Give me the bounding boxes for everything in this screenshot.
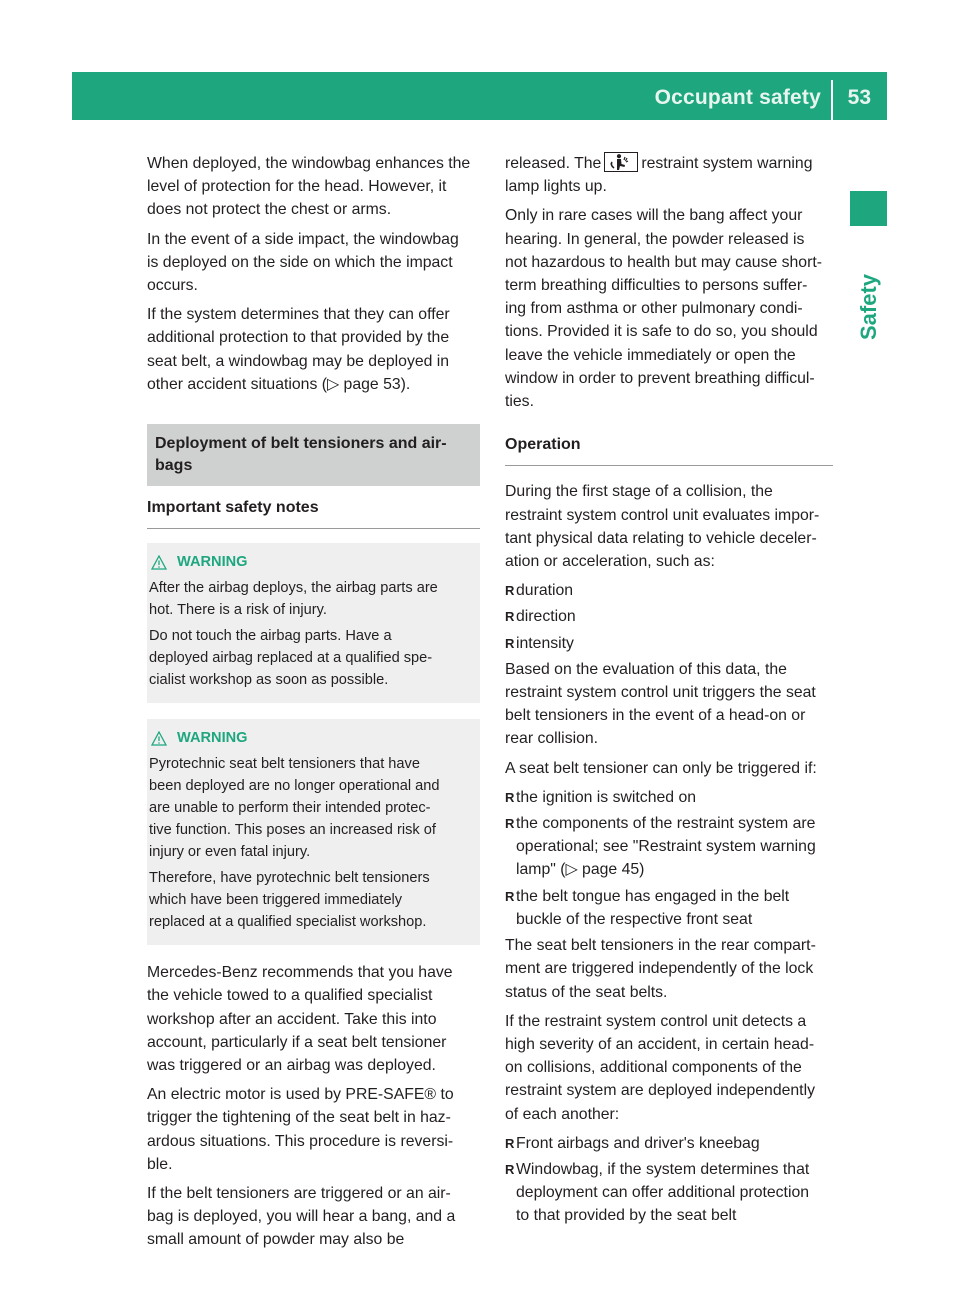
text-line: When deployed, the windowbag enhances the bbox=[147, 155, 471, 172]
text-line: ties. bbox=[505, 393, 534, 411]
list-item bbox=[505, 812, 833, 882]
warning-box-tensioners bbox=[147, 719, 480, 945]
text-line: injury or even fatal injury. bbox=[149, 844, 311, 861]
text-line: additional protection to that provided by the bbox=[147, 329, 450, 347]
text-line: Mercedes-Benz recommends that you have bbox=[147, 964, 453, 982]
page-section-title: Occupant safety bbox=[654, 86, 821, 109]
text-line: account, particularly if a seat belt tensioner bbox=[147, 1033, 447, 1051]
operation-intro bbox=[505, 480, 833, 573]
list-item bbox=[505, 605, 833, 628]
text-line: A seat belt tensioner can only be triggered if: bbox=[505, 759, 817, 777]
text-line: deployment can offer additional protection bbox=[516, 1184, 810, 1202]
text-line: ation or acceleration, such as: bbox=[505, 553, 715, 571]
rear-compartment-paragraph bbox=[505, 934, 833, 1004]
rare-cases-text bbox=[505, 204, 833, 413]
list-item-text bbox=[516, 786, 696, 809]
text-line: An electric motor is used by PRE-SAFE® to bbox=[147, 1086, 454, 1104]
header-divider bbox=[831, 80, 833, 120]
text-line: tions. Provided it is safe to do so, you should bbox=[505, 323, 818, 341]
text-line: was triggered or an airbag was deployed. bbox=[147, 1057, 436, 1075]
body-paragraph bbox=[147, 1182, 480, 1252]
text-line: is deployed on the side on which the impact bbox=[147, 253, 453, 271]
section-heading-line: Deployment of belt tensioners and air- bbox=[155, 435, 447, 453]
list-item-text bbox=[516, 885, 789, 931]
warning-box-airbag bbox=[147, 543, 480, 703]
list-item-text bbox=[516, 605, 576, 628]
bullet-marker: R bbox=[505, 816, 515, 832]
warning-paragraph bbox=[149, 867, 476, 933]
warning-title-text: WARNING bbox=[177, 730, 248, 747]
body-paragraphs bbox=[147, 961, 480, 1251]
body-paragraph bbox=[147, 961, 480, 1077]
text-line: level of protection for the head. However, it bbox=[147, 178, 447, 196]
text-line: Based on the evaluation of this data, the bbox=[505, 660, 787, 678]
text-line: other accident situations (▷ page 53). bbox=[147, 375, 411, 393]
text-line: small amount of powder may also be bbox=[147, 1231, 405, 1249]
bullet-marker: R bbox=[505, 888, 515, 904]
bullet-marker: R bbox=[505, 1135, 515, 1151]
text-line: occurs. bbox=[147, 277, 198, 295]
list-item-text bbox=[516, 632, 574, 655]
text-line: deployed airbag replaced at a qualified spe- bbox=[149, 650, 433, 667]
released-text: restraint system warning bbox=[641, 155, 813, 172]
text-line: term breathing difficulties to persons suffer- bbox=[505, 277, 808, 295]
operation-heading: Operation bbox=[505, 433, 833, 466]
text-line: After the airbag deploys, the airbag parts are bbox=[149, 580, 438, 597]
subheading-safety-notes: Important safety notes bbox=[147, 496, 480, 529]
list-item-text bbox=[516, 1132, 760, 1155]
text-line: the components of the restraint system are bbox=[516, 815, 816, 833]
text-line: hot. There is a risk of injury. bbox=[149, 602, 327, 619]
trigger-condition-paragraph bbox=[505, 757, 833, 780]
text-line: Only in rare cases will the bang affect your bbox=[505, 207, 803, 225]
text-line: the ignition is switched on bbox=[516, 788, 697, 806]
intro-paragraph bbox=[147, 228, 480, 298]
list-item-text bbox=[516, 579, 573, 602]
released-paragraph bbox=[505, 152, 833, 198]
warning-paragraph bbox=[149, 577, 476, 621]
text-line: workshop after an accident. Take this into bbox=[147, 1010, 437, 1028]
text-line: status of the seat belts. bbox=[505, 983, 668, 1001]
text-line: ing from asthma or other pulmonary condi- bbox=[505, 300, 803, 318]
text-line: restraint system control unit evaluates impor- bbox=[505, 506, 820, 524]
list-item bbox=[505, 885, 833, 931]
text-line: not hazardous to health but may cause short- bbox=[505, 253, 823, 271]
text-line: belt tensioners in the event of a head-on or bbox=[505, 707, 806, 725]
side-tab-marker bbox=[850, 191, 887, 226]
text-line: If the belt tensioners are triggered or an air- bbox=[147, 1185, 451, 1203]
warning-body bbox=[149, 753, 476, 933]
text-line: intensity bbox=[516, 634, 574, 652]
left-column bbox=[147, 152, 480, 1258]
warning-paragraph bbox=[149, 753, 476, 863]
text-line: hearing. In general, the powder released is bbox=[505, 230, 805, 248]
warning-triangle-icon bbox=[151, 555, 167, 570]
text-line: Therefore, have pyrotechnic belt tensioners bbox=[149, 870, 430, 887]
text-line: been deployed are no longer operational and bbox=[149, 778, 440, 795]
severity-paragraph bbox=[505, 1010, 833, 1126]
list-item-text bbox=[516, 1158, 809, 1228]
intro-paragraphs bbox=[147, 152, 480, 396]
text-line: Windowbag, if the system determines that bbox=[516, 1160, 810, 1178]
warning-title bbox=[151, 551, 476, 573]
text-line: operational; see "Restraint system warning bbox=[516, 838, 816, 856]
text-line: cialist workshop as soon as possible. bbox=[149, 672, 389, 689]
list-item bbox=[505, 1158, 833, 1228]
text-line: If the restraint system control unit detects a bbox=[505, 1012, 807, 1030]
bullet-marker: R bbox=[505, 635, 515, 651]
body-paragraph bbox=[147, 1083, 480, 1176]
intro-paragraph bbox=[147, 303, 480, 396]
text-line: the vehicle towed to a qualified specialist bbox=[147, 987, 433, 1005]
text-line: In the event of a side impact, the windowbag bbox=[147, 230, 459, 248]
rare-cases-paragraph bbox=[505, 204, 833, 413]
list-item bbox=[505, 786, 833, 809]
restraint-warning-lamp-icon bbox=[604, 152, 638, 172]
section-heading-line: bags bbox=[155, 457, 193, 475]
text-line: replaced at a qualified specialist workshop. bbox=[149, 914, 427, 931]
text-line: to that provided by the seat belt bbox=[516, 1207, 737, 1225]
text-line: seat belt, a windowbag may be deployed in bbox=[147, 352, 450, 370]
bullet-marker: R bbox=[505, 789, 515, 805]
page-number: 53 bbox=[847, 86, 871, 109]
text-line: lamp" (▷ page 45) bbox=[516, 861, 645, 879]
right-column bbox=[505, 152, 833, 1231]
text-line: Pyrotechnic seat belt tensioners that have bbox=[149, 756, 420, 773]
released-line bbox=[505, 152, 833, 175]
text-line: ment are triggered independently of the lock bbox=[505, 960, 814, 978]
text-line: tant physical data relating to vehicle deceler- bbox=[505, 529, 817, 547]
text-line: on collisions, additional components of the bbox=[505, 1059, 802, 1077]
text-line: the belt tongue has engaged in the belt bbox=[516, 887, 790, 905]
text-line: Front airbags and driver's kneebag bbox=[516, 1134, 760, 1152]
text-line: high severity of an accident, in certain head- bbox=[505, 1035, 815, 1053]
list-item bbox=[505, 1132, 833, 1155]
warning-title bbox=[151, 727, 476, 749]
list-item bbox=[505, 579, 833, 602]
warning-paragraph bbox=[149, 625, 476, 691]
bullet-marker: R bbox=[505, 1161, 515, 1177]
text-line: does not protect the chest or arms. bbox=[147, 201, 392, 219]
text-line: trigger the tightening of the seat belt in haz- bbox=[147, 1109, 451, 1127]
text-line: are unable to perform their intended protec- bbox=[149, 800, 431, 817]
bullet-marker: R bbox=[505, 609, 515, 625]
text-line: ardous situations. This procedure is reversi- bbox=[147, 1132, 454, 1150]
list-item bbox=[505, 632, 833, 655]
intro-paragraph bbox=[147, 152, 480, 222]
text-line: rear collision. bbox=[505, 730, 599, 748]
text-line: ble. bbox=[147, 1155, 173, 1173]
text-line: restraint system control unit triggers the seat bbox=[505, 684, 816, 702]
text-line: direction bbox=[516, 608, 576, 626]
text-line: bag is deployed, you will hear a bang, and a bbox=[147, 1208, 456, 1226]
header-bar bbox=[72, 72, 887, 120]
released-text: released. The bbox=[505, 155, 602, 172]
operation-content bbox=[505, 480, 833, 1227]
text-line: duration bbox=[516, 582, 574, 600]
text-line: Do not touch the airbag parts. Have a bbox=[149, 628, 392, 645]
text-line: buckle of the respective front seat bbox=[516, 910, 753, 928]
warning-title-text: WARNING bbox=[177, 554, 248, 571]
side-chapter-label: Safety bbox=[856, 273, 881, 340]
text-line: restraint system are deployed independently bbox=[505, 1082, 815, 1100]
text-line: which have been triggered immediately bbox=[149, 892, 403, 909]
text-line: of each another: bbox=[505, 1105, 620, 1123]
section-heading bbox=[147, 424, 480, 486]
text-line: During the first stage of a collision, the bbox=[505, 483, 773, 501]
warning-body bbox=[149, 577, 476, 691]
text-line: tive function. This poses an increased risk of bbox=[149, 822, 436, 839]
bullet-marker: R bbox=[505, 583, 515, 599]
text-line: If the system determines that they can offer bbox=[147, 306, 450, 324]
released-line: lamp lights up. bbox=[505, 178, 607, 196]
text-line: leave the vehicle immediately or open the bbox=[505, 346, 796, 364]
text-line: The seat belt tensioners in the rear compart- bbox=[505, 937, 816, 955]
list-item-text bbox=[516, 812, 816, 882]
warning-triangle-icon bbox=[151, 731, 167, 746]
text-line: window in order to prevent breathing difficul- bbox=[505, 369, 815, 387]
evaluation-paragraph bbox=[505, 658, 833, 751]
